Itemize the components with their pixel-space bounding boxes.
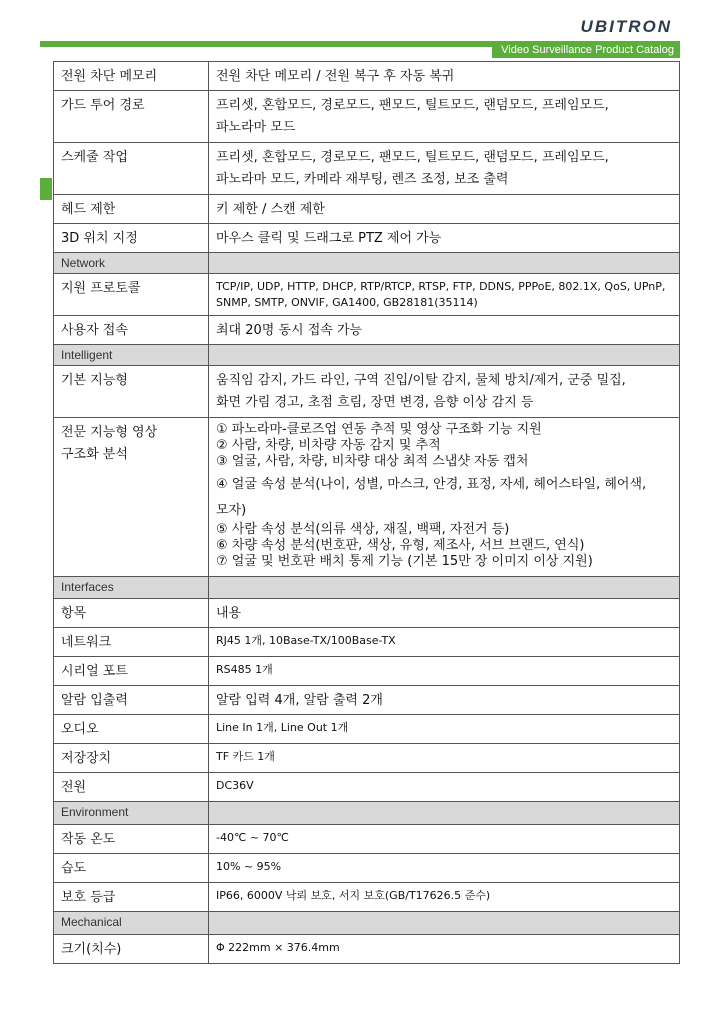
brand-logo: UBITRON <box>580 17 672 36</box>
section-title: Intelligent <box>54 345 209 366</box>
row-value: IP66, 6000V 낙뢰 보호, 서지 보호(GB/T17626.5 준수) <box>209 883 680 912</box>
row-value <box>209 274 680 316</box>
section-blank <box>209 253 680 274</box>
value-line: 파노라마 모드, 카메라 재부팅, 렌즈 조정, 보조 출력 <box>216 172 509 187</box>
section-title: Interfaces <box>54 577 209 599</box>
row-value: Φ 222mm × 376.4mm <box>209 935 680 964</box>
row-label: 작동 온도 <box>54 825 209 854</box>
value-line: 파노라마 모드 <box>216 120 296 135</box>
list-item: ③ 얼굴, 사람, 차량, 비차량 대상 최적 스냅샷 자동 캡처 <box>216 454 529 469</box>
table-row <box>54 91 680 143</box>
table-row <box>54 274 680 316</box>
row-label: 저장장치 <box>54 744 209 773</box>
row-label: 사용자 접속 <box>54 316 209 345</box>
row-label: 스케줄 작업 <box>54 143 209 195</box>
row-value: 10% ~ 95% <box>209 854 680 883</box>
row-label: 네트워크 <box>54 628 209 657</box>
analysis-list <box>209 418 680 577</box>
table-row <box>54 224 680 253</box>
value-line: 화면 가림 경고, 초점 흐림, 장면 변경, 음향 이상 감지 등 <box>216 395 534 410</box>
value-line: 움직임 감지, 가드 라인, 구역 진입/이탈 감지, 물체 방치/제거, 군중 밀집, <box>216 373 626 388</box>
row-label: 습도 <box>54 854 209 883</box>
row-label: 알람 입출력 <box>54 686 209 715</box>
row-label: 오디오 <box>54 715 209 744</box>
list-item: ⑦ 얼굴 및 번호판 배치 통제 기능 (기본 15만 장 이미지 이상 지원) <box>216 554 593 569</box>
row-label: 전원 차단 메모리 <box>54 62 209 91</box>
label-line: 구조화 분석 <box>61 447 128 462</box>
table-row <box>54 715 680 744</box>
row-label: 가드 투어 경로 <box>54 91 209 143</box>
section-header-intelligent <box>54 345 680 366</box>
table-row <box>54 883 680 912</box>
label-line: 전문 지능형 영상 <box>61 425 158 440</box>
row-value: -40℃ ~ 70℃ <box>209 825 680 854</box>
row-value: 키 제한 / 스캔 제한 <box>209 195 680 224</box>
table-row <box>54 599 680 628</box>
row-label: 헤드 제한 <box>54 195 209 224</box>
table-row <box>54 418 680 577</box>
table-row <box>54 143 680 195</box>
table-row <box>54 62 680 91</box>
list-item: ④ 얼굴 속성 분석(나이, 성별, 마스크, 안경, 표정, 자세, 헤어스타일, 헤어색, <box>216 477 647 492</box>
row-label: 3D 위치 지정 <box>54 224 209 253</box>
table-row <box>54 686 680 715</box>
row-value: TF 카드 1개 <box>209 744 680 773</box>
list-item: ⑤ 사람 속성 분석(의류 색상, 재질, 백팩, 자전거 등) <box>216 522 510 537</box>
section-title: Mechanical <box>54 912 209 935</box>
section-blank <box>209 577 680 599</box>
table-row <box>54 195 680 224</box>
row-value: RJ45 1개, 10Base-TX/100Base-TX <box>209 628 680 657</box>
table-row <box>54 935 680 964</box>
value-line: TCP/IP, UDP, HTTP, DHCP, RTP/RTCP, RTSP, FTP, DDNS, PPPoE, 802.1X, QoS, UPnP, <box>216 280 666 293</box>
row-value: 내용 <box>209 599 680 628</box>
row-label: 전원 <box>54 773 209 802</box>
side-accent-mark <box>40 178 52 200</box>
row-label: 기본 지능형 <box>54 366 209 418</box>
section-blank <box>209 802 680 825</box>
row-label: 지원 프로토콜 <box>54 274 209 316</box>
value-line: SNMP, SMTP, ONVIF, GA1400, GB28181(35114) <box>216 296 478 309</box>
row-value <box>209 143 680 195</box>
section-title: Network <box>54 253 209 274</box>
row-label: 크기(치수) <box>54 935 209 964</box>
row-value: DC36V <box>209 773 680 802</box>
table-row <box>54 854 680 883</box>
row-label: 보호 등급 <box>54 883 209 912</box>
section-header-network <box>54 253 680 274</box>
row-value: Line In 1개, Line Out 1개 <box>209 715 680 744</box>
section-blank <box>209 912 680 935</box>
section-header-mechanical <box>54 912 680 935</box>
value-line: 프리셋, 혼합모드, 경로모드, 팬모드, 틸트모드, 랜덤모드, 프레임모드, <box>216 150 609 165</box>
row-label <box>54 418 209 577</box>
list-item: 모자) <box>216 503 247 518</box>
section-blank <box>209 345 680 366</box>
section-header-environment <box>54 802 680 825</box>
row-value <box>209 366 680 418</box>
catalog-title: Video Surveillance Product Catalog <box>492 41 680 58</box>
spec-table <box>53 61 680 964</box>
table-row <box>54 744 680 773</box>
list-item: ① 파노라마-클로즈업 연동 추적 및 영상 구조화 기능 지원 <box>216 422 542 437</box>
row-label: 시리얼 포트 <box>54 657 209 686</box>
table-row <box>54 657 680 686</box>
row-value: 최대 20명 동시 접속 가능 <box>209 316 680 345</box>
row-label: 항목 <box>54 599 209 628</box>
table-row <box>54 773 680 802</box>
list-item: ⑥ 차량 속성 분석(번호판, 색상, 유형, 제조사, 서브 브랜드, 연식) <box>216 538 585 553</box>
section-header-interfaces <box>54 577 680 599</box>
table-row <box>54 628 680 657</box>
list-item: ② 사람, 차량, 비차량 자동 감지 및 추적 <box>216 438 441 453</box>
section-title: Environment <box>54 802 209 825</box>
table-row <box>54 316 680 345</box>
table-row <box>54 825 680 854</box>
row-value: 전원 차단 메모리 / 전원 복구 후 자동 복귀 <box>209 62 680 91</box>
row-value: RS485 1개 <box>209 657 680 686</box>
row-value <box>209 91 680 143</box>
row-value: 알람 입력 4개, 알람 출력 2개 <box>209 686 680 715</box>
table-row <box>54 366 680 418</box>
row-value: 마우스 클릭 및 드래그로 PTZ 제어 가능 <box>209 224 680 253</box>
value-line: 프리셋, 혼합모드, 경로모드, 팬모드, 틸트모드, 랜덤모드, 프레임모드, <box>216 98 609 113</box>
